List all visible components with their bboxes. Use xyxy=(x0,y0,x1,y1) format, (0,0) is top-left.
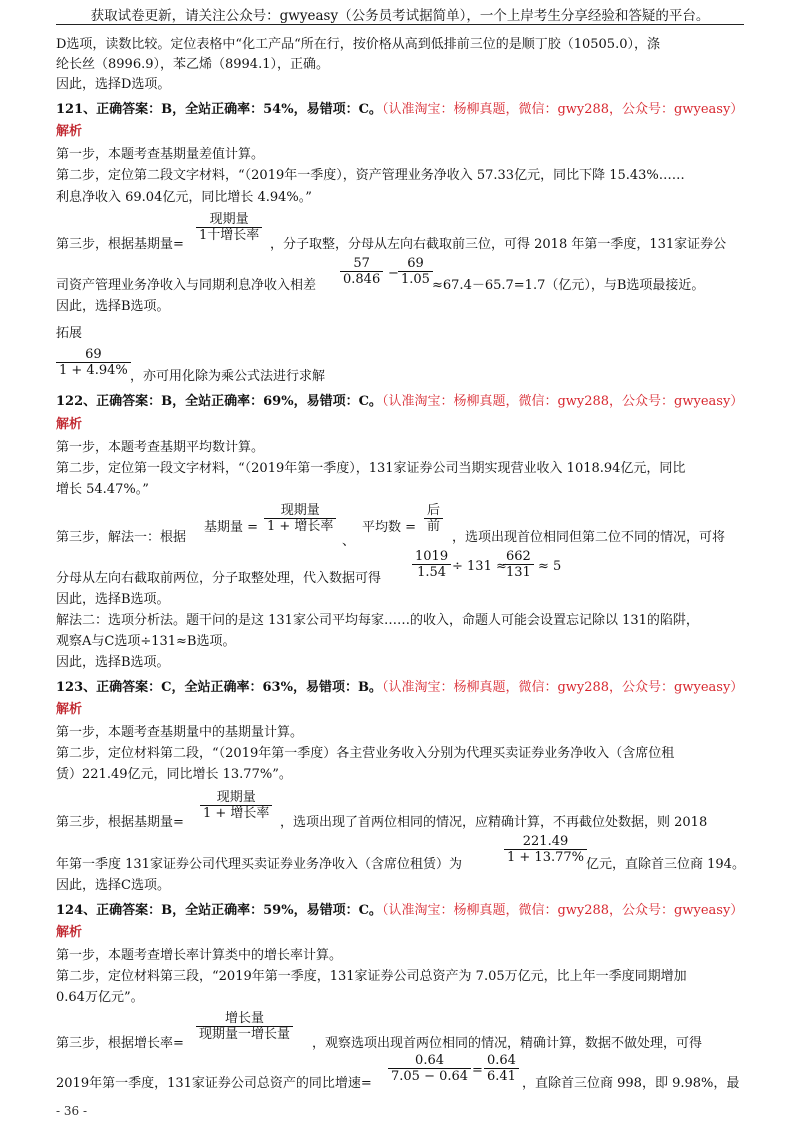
text-line: ，亦可用化除为乘公式法进行求解 xyxy=(130,369,326,384)
text-line: 因此，选择D选项。 xyxy=(56,77,171,92)
text-line: 年第一季度 131家证券公司代理买卖证券业务净收入（含席位租赁）为 xyxy=(56,857,462,872)
text-line: 因此，选择B选项。 xyxy=(56,592,170,607)
formula-growth-rate: 增长量 现期量一增长量 xyxy=(196,1011,293,1042)
text-line: ，分子取整，分母从左向右截取前三位，可得 2018 年第一季度，131家证券公 xyxy=(270,237,727,252)
text-line: 0.64万亿元”。 xyxy=(56,990,144,1005)
page-number: - 36 - xyxy=(56,1104,88,1118)
formula-text: ÷ 131 ≈ xyxy=(452,559,507,574)
text-line: 第三步，根据增长率= xyxy=(56,1036,184,1051)
text-line: 第二步，定位第一段文字材料，“（2019年第一季度），131家证券公司当期实现营业收入 1018.94亿元，同比 xyxy=(56,461,686,476)
formula-base-period: 现期量 1 + 增长率 xyxy=(200,790,272,821)
text-line: 观察A与C选项÷131≈B选项。 xyxy=(56,634,236,649)
formula-064-over-diff: $\frac{0.64}{7.05 - 0.64}$ xyxy=(388,1053,471,1084)
text-line: 亿元，直除首三位商 194。 xyxy=(586,857,745,872)
text-line: 分母从左向右截取前两位，分子取整处理，代入数据可得 xyxy=(56,571,382,586)
text-line: 因此，选择B选项。 xyxy=(56,299,170,314)
promo-text: （认准淘宝：杨柳真题，微信：gwy288，公众号：gwyeasy） xyxy=(381,394,744,409)
text-line: 第三步，根据基期量= xyxy=(56,815,184,830)
analysis-label: 解析 xyxy=(56,124,83,139)
analysis-label: 解析 xyxy=(56,702,83,717)
text-line: 因此，选择B选项。 xyxy=(56,655,170,670)
formula-1019-over-154: $\frac{1019}{1.54}$ xyxy=(412,549,451,580)
formula-662-over-131: $\frac{662}{131}$ xyxy=(503,549,534,580)
formula-69-over-105: $\frac{69}{1.05}$ xyxy=(398,256,433,287)
text-line: 第三步，根据基期量= xyxy=(56,237,184,252)
promo-text: （认准淘宝：杨柳真题，微信：gwy288，公众号：gwyeasy） xyxy=(381,680,744,695)
text-line: 纶长丝（8996.9），苯乙烯（8994.1），正确。 xyxy=(56,57,329,72)
text-line: 利息净收入 69.04亿元，同比增长 4.94%。” xyxy=(56,190,312,205)
text-line: 司资产管理业务净收入与同期利息净收入相差 xyxy=(56,278,317,293)
text-line: 赁）221.49亿元，同比增长 13.77%”。 xyxy=(56,767,292,782)
equals-sign: = xyxy=(472,1063,483,1078)
text-line: 第一步，本题考查基期量差值计算。 xyxy=(56,147,265,162)
analysis-label: 解析 xyxy=(56,925,83,940)
formula-22149-over-11377: $\frac{221.49}{1 + 13.77\%}$ xyxy=(504,834,587,865)
text-line: 第二步，定位材料第二段，“（2019年第一季度）各主营业务收入分别为代理买卖证券业务净收入（含席位租 xyxy=(56,746,675,761)
formula-text: ≈ 5 xyxy=(538,559,562,574)
formula-69-over-1494: $\frac{69}{1 + 4.94\%}$ xyxy=(56,347,131,378)
question-122-heading: 122、正确答案：B，全站正确率：69%，易错项：C。（认准淘宝：杨柳真题，微信：gwy288，公众号：gwyeasy） xyxy=(56,394,744,409)
formula-label: 基期量 = xyxy=(204,520,259,535)
text-line: 第一步，本题考查增长率计算类中的增长率计算。 xyxy=(56,948,343,963)
promo-text: （认准淘宝：杨柳真题，微信：gwy288，公众号：gwyeasy） xyxy=(381,102,744,117)
analysis-label: 解析 xyxy=(56,417,83,432)
formula-base-period: 现期量 1 + 增长率 xyxy=(264,503,336,534)
page-header: 获取试卷更新，请关注公众号：gwyeasy（公务员考试据简单），一个上岸考生分享经验和答疑的平台。 xyxy=(90,8,710,24)
promo-text: （认准淘宝：杨柳真题，微信：gwy288，公众号：gwyeasy） xyxy=(381,903,744,918)
text-line: 第二步，定位材料第三段，“2019年第一季度，131家证券公司总资产为 7.05万亿元，比上年一季度同期增加 xyxy=(56,969,687,984)
formula-label: 平均数 = xyxy=(362,520,417,535)
text-line: D选项，读数比较。定位表格中“化工产品“所在行，按价格从高到低排前三位的是顺丁胶（10505.0），涤 xyxy=(56,37,660,52)
extension-label: 拓展 xyxy=(56,326,83,341)
text-line: 因此，选择C选项。 xyxy=(56,878,170,893)
text-line: ，观察选项出现首两位相同的情况，精确计算，数据不做处理，可得 xyxy=(312,1036,703,1051)
separator: 、 xyxy=(342,534,356,549)
text-line: ，直除首三位商 998，即 9.98%，最 xyxy=(522,1076,740,1091)
formula-064-over-641: $\frac{0.64}{6.41}$ xyxy=(484,1053,519,1084)
formula-base-period: 现期量 1十增长率 xyxy=(196,212,262,243)
text-line: 第一步，本题考查基期量中的基期量计算。 xyxy=(56,725,304,740)
question-121-heading: 121、正确答案：B，全站正确率：54%，易错项：C。（认准淘宝：杨柳真题，微信：gwy288，公众号：gwyeasy） xyxy=(56,102,744,117)
text-line: ≈67.4－65.7=1.7（亿元），与B选项最接近。 xyxy=(432,278,705,293)
text-line: ，选项出现首位相同但第二位不同的情况，可将 xyxy=(452,530,726,545)
formula-average: 后 前 xyxy=(424,503,443,534)
question-124-heading: 124、正确答案：B，全站正确率：59%，易错项：C。（认准淘宝：杨柳真题，微信：gwy288，公众号：gwyeasy） xyxy=(56,903,744,918)
text-line: 第三步，解法一：根据 xyxy=(56,530,187,545)
formula-57-over-0846: $\frac{57}{0.846}$ xyxy=(340,256,383,287)
text-line: 增长 54.47%。” xyxy=(56,482,149,497)
header-divider xyxy=(56,24,744,25)
minus-sign: − xyxy=(388,266,399,281)
text-line: ，选项出现了首两位相同的情况，应精确计算，不再截位处数据，则 2018 xyxy=(280,815,708,830)
question-123-heading: 123、正确答案：C，全站正确率：63%，易错项：B。（认准淘宝：杨柳真题，微信：gwy288，公众号：gwyeasy） xyxy=(56,680,744,695)
text-line: 第二步，定位第二段文字材料，“（2019年一季度），资产管理业务净收入 57.33亿元，同比下降 15.43%…… xyxy=(56,168,685,183)
text-line: 解法二：选项分析法。题干问的是这 131家公司平均每家……的收入，命题人可能会设置忘记除以 131的陷阱， xyxy=(56,613,699,628)
text-line: 2019年第一季度，131家证券公司总资产的同比增速= xyxy=(56,1076,372,1091)
text-line: 第一步，本题考查基期平均数计算。 xyxy=(56,440,265,455)
